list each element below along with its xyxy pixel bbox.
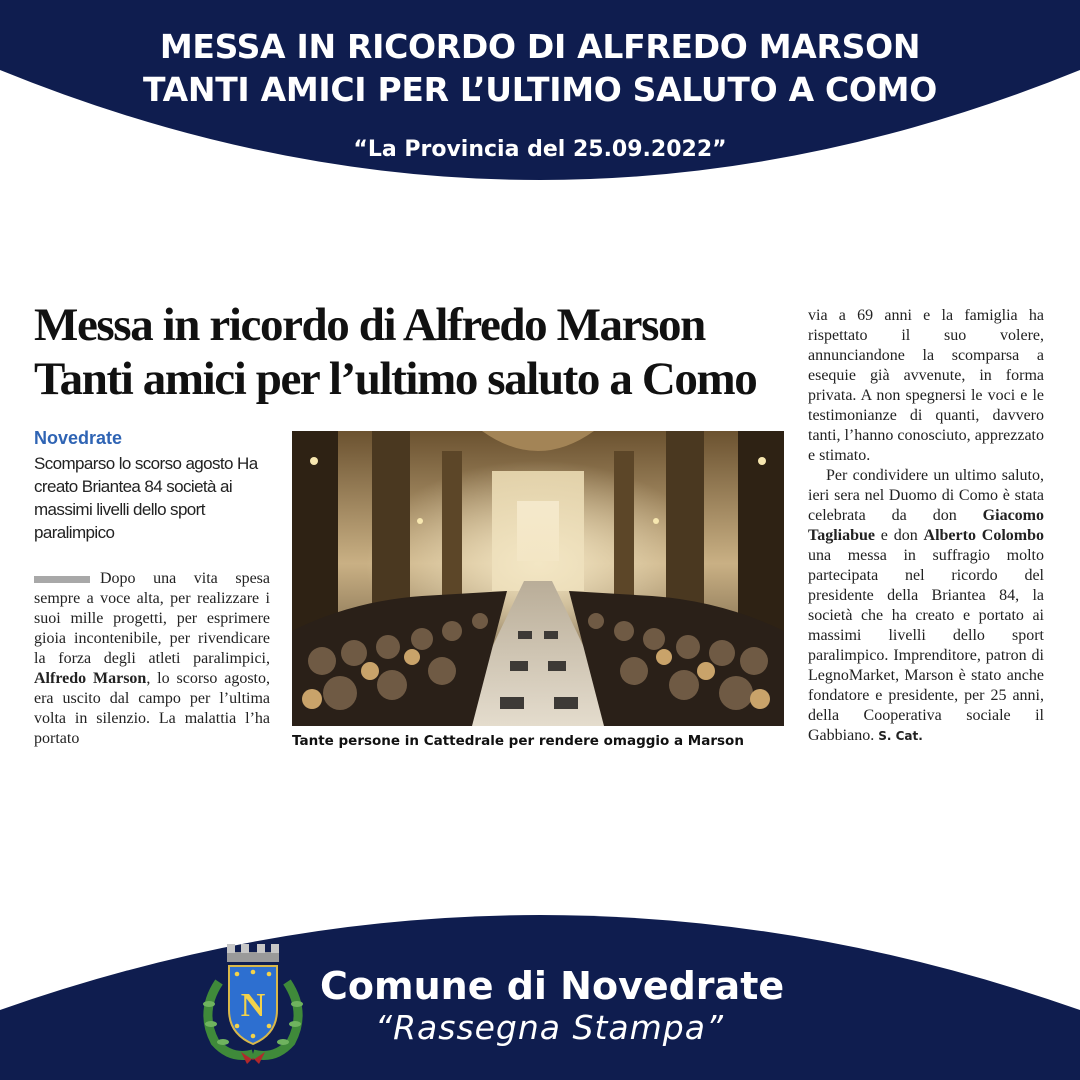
column-3-text-d: una messa in suffragio molto partecipata nel ricordo del presidente della Briantea 84, la società che ha creato e portato ai massimi livelli dello sport paralimpico. Imprenditore, patron di LegnoMarket, Marson è stato anche fondatore e presidente, per 25 anni, della Cooperativa sociale il Gabbiano.	[808, 547, 1044, 744]
article-headline-line-1: Messa in ricordo di Alfredo Marson	[34, 299, 705, 351]
article-column-1	[34, 569, 270, 749]
footer-tagline: “Rassegna Stampa”	[375, 1008, 725, 1047]
article-column-3	[808, 306, 1044, 746]
photo-caption: Tante persone in Cattedrale per rendere omaggio a Marson	[292, 733, 744, 749]
cathedral-photo	[292, 431, 784, 726]
header-title-line-2: TANTI AMICI PER L’ULTIMO SALUTO A COMO	[143, 70, 937, 109]
coat-of-arms-icon	[197, 942, 309, 1066]
column-1-text-cont: , lo scorso agosto, era uscito dal campo per l’ultima volta in silenzio. La malattia l’ha portato	[34, 670, 270, 747]
article-deck: Scomparso lo scorso agosto Ha creato Briantea 84 società ai massimi livelli dello sport paralimpico	[34, 454, 258, 542]
column-3-text-a: Per condividere un ultimo saluto, ieri sera nel Duomo di Como è stata celebrata da don	[808, 467, 1044, 524]
column-3-name-2: Alberto Colombo	[923, 527, 1044, 544]
column-3-text-c: e don	[875, 527, 924, 544]
article-headline-line-2: Tanti amici per l’ultimo saluto a Como	[34, 353, 757, 405]
lead-rule	[34, 576, 90, 583]
header-source: “La Provincia del 25.09.2022”	[353, 137, 727, 162]
column-3-name-1: Giacomo Tagliabue	[808, 507, 1044, 544]
article-kicker: Novedrate	[34, 428, 123, 448]
column-3-paragraph-1: via a 69 anni e la famiglia ha rispettato il suo volere, annunciandone la scomparsa a esequie già avvenute, in forma privata. A non spegnersi le voci e le testimonianze di quanti, davvero tanti, l’hanno conosciuto, apprezzato e stimato.	[808, 307, 1044, 464]
emblem-letter: N	[240, 987, 266, 1024]
column-1-name: Alfredo Marson	[34, 670, 147, 687]
column-1-text: Dopo una vita spesa sempre a voce alta, per realizzare i suoi mille progetti, per esprimere gioia incontenibile, per rivendicare la forza degli atleti paralimpici,	[34, 570, 270, 667]
header-title-line-1: MESSA IN RICORDO DI ALFREDO MARSON	[159, 27, 921, 66]
footer-brand: Comune di Novedrate	[320, 964, 785, 1008]
author-signature: S. Cat.	[878, 729, 923, 743]
